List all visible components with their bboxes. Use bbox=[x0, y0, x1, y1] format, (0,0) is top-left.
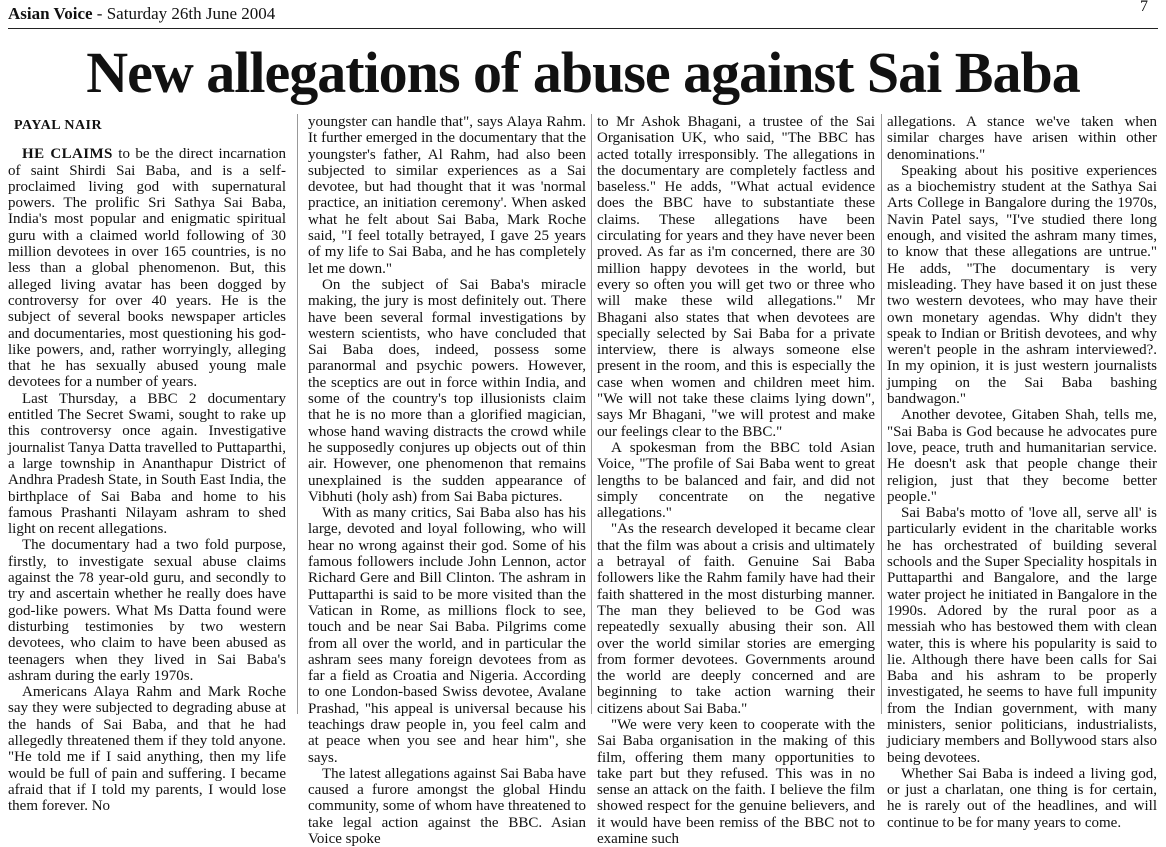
headline: New allegations of abuse against Sai Baba bbox=[86, 40, 1080, 105]
paragraph: The documentary had a two fold purpose, firstly, to investigate sexual abuse claims against the 78 year-old guru, and secondly to try and ascertain whether he really does have god-like powers. What Ms Datta found were disturbing testimonies by two western devotees, who claim to have been abused as teenagers when they lived in Sai Baba's ashram during the early 1970s. bbox=[8, 537, 286, 684]
paragraph: Another devotee, Gitaben Shah, tells me, "Sai Baba is God because he advocates pure love, peace, truth and humanitarian service. He doesn't ask that people change their religion, just that they become better people." bbox=[887, 407, 1157, 505]
paragraph: With as many critics, Sai Baba also has his large, devoted and loyal following, who will hear no wrong against their god. Some of his famous followers include John Lennon, actor Richard Gere and Bill Clinton. The ashram in Puttaparthi is said to be more visited than the Vatican in Rome, as millions flock to see, touch and be near Sai Baba. Pilgrims come from all over the world, and in particular the ashram sees many foreign devotees from as far a field as Croatia and Nigeria. According to one London-based Swiss devotee, Avalane Prashad, "his appeal is universal because his teachings draw people in, you feel calm and at peace when you see and hear him", she says. bbox=[308, 505, 586, 766]
column-divider bbox=[881, 114, 882, 714]
dateline bbox=[8, 4, 275, 24]
masthead bbox=[8, 0, 1158, 30]
masthead-rule bbox=[8, 28, 1158, 29]
corner-mark: 7 bbox=[1140, 0, 1148, 15]
article-column-1 bbox=[8, 114, 286, 815]
paragraph: The latest allegations against Sai Baba have caused a furore amongst the global Hindu community, some of whom have threatened to take legal action against the BBC. Asian Voice spoke bbox=[308, 765, 586, 847]
dateline-separator: - bbox=[92, 4, 107, 23]
article-column-4 bbox=[887, 114, 1157, 831]
column-divider bbox=[591, 114, 592, 714]
column-divider bbox=[297, 114, 298, 714]
publication-date: Saturday 26th June 2004 bbox=[106, 4, 276, 23]
paragraph-continued: youngster can handle that", says Alaya Rahm. It further emerged in the documentary that the youngster's father, Al Rahm, had also been subjected to similar experiences as a Sai devotee, but had thought that it was 'normal practice, an initiation ceremony'. When asked what he felt about Sai Baba, Mark Roche said, "I feel totally betrayed, I gave 25 years of my life to Sai Baba, and he has completely let me down." bbox=[308, 114, 586, 277]
byline: PAYAL NAIR bbox=[14, 118, 103, 133]
publication-name: Asian Voice bbox=[8, 4, 93, 23]
paragraph: "We were very keen to cooperate with the Sai Baba organisation in the making of this film, offering them many opportunities to take part but they refused. This was in no sense an attack on the faith. I believe the film showed respect for the genuine believers, and it would have been remiss of the BBC not to examine such bbox=[597, 716, 875, 847]
paragraph: On the subject of Sai Baba's miracle making, the jury is most definitely out. There have been several formal investigations by western scientists, who have concluded that Sai Baba does, indeed, possess some paranormal and psychic powers. However, the sceptics are out in force within India, and some of the country's top illusionists claim that he is no more than a glorified magician, whose hand waving distracts the crowd while he supposedly conjures up objects out of thin air. However, one phenomenon that remains unexplained is the sudden appearance of Vibhuti (holy ash) from Sai Baba pictures. bbox=[308, 276, 586, 505]
paragraph-continued: allegations. A stance we've taken when similar charges have arisen within other denominations." bbox=[887, 114, 1157, 163]
paragraph: Whether Sai Baba is indeed a living god, or just a charlatan, one thing is for certain, he is rarely out of the headlines, and will continue to be for many years to come. bbox=[887, 765, 1157, 831]
paragraph: Last Thursday, a BBC 2 documentary entitled The Secret Swami, sought to rake up this controversy once again. Investigative journalist Tanya Datta travelled to Puttaparthi, a large township in Ananthapur District of Andhra Pradesh State, in South East India, the birthplace of Sai Baba and home to his famous Prashanti Nilayam ashram to shed light on recent allegations. bbox=[8, 390, 286, 538]
paragraph: "As the research developed it became clear that the film was about a crisis and ultimately a betrayal of faith. Genuine Sai Baba followers like the Rahm family have had their faith shattered in the most disturbing manner. The man they believed to be God was repeatedly sexually abusing their son. All over the world similar stories are emerging from former devotees. Governments around the world are deeply concerned and are beginning to take action warning their citizens about Sai Baba." bbox=[597, 521, 875, 717]
lead-paragraph bbox=[8, 146, 286, 390]
paragraph: A spokesman from the BBC told Asian Voice, "The profile of Sai Baba went to great lengths to be balanced and fair, and did not simply concentrate on the negative allegations." bbox=[597, 439, 875, 522]
paragraph: Americans Alaya Rahm and Mark Roche say they were subjected to degrading abuse at the hands of Sai Baba, and that he had allegedly threatened them if they told anyone. "He told me if I said anything, then my life would be full of pain and suffering. I became afraid that if I told my parents, I would lose them forever. No bbox=[8, 684, 286, 815]
paragraph-continued: to Mr Ashok Bhagani, a trustee of the Sai Organisation UK, who said, "The BBC has acted totally irresponsibly. The allegations in the documentary are completely factless and baseless." He adds, "What actual evidence does the BBC have to substantiate these claims. These allegations have been circulating for years and they have never been proved. As far as i'm concerned, there are 30 million happy devotees in the world, but every so often you will get two or three who will make these wild allegations." Mr Bhagani also states that when devotees are specially selected by Sai Baba for a private interview, there is always someone else present in the room, and this is especially the case when women and children meet him. "We will not take these claims lying down", says Mr Bhagani, "we will protest and make our feelings clear to the BBC." bbox=[597, 114, 875, 440]
article-column-3 bbox=[597, 114, 875, 847]
lead-words: HE CLAIMS bbox=[22, 146, 113, 163]
lead-text: to be the direct incarnation of saint Shirdi Sai Baba, and is a self-proclaimed living god with supernatural powers. The prolific Sri Sathya Sai Baba, India's most popular and enigmatic spiritual guru with a claimed world following of 30 million devotees in over 165 countries, is no less than a global phenomenon. But, this alleged living avatar has been dogged by controversy for over 40 years. He is the subject of several books newspaper articles and documentaries, most questioning his god-like powers, and, rather worryingly, alleging that he has sexually abused young male devotees for a number of years. bbox=[8, 146, 286, 391]
paragraph: Sai Baba's motto of 'love all, serve all' is particularly evident in the charitable works he has orchestrated of building several schools and the Super Speciality hospitals in Puttaparthi and Bangalore, and the large water project he initiated in Bangalore in the 1990s. Adored by the rural poor as a messiah who has bestowed them with clean water, this is where his popularity is said to lie. Although there have been calls for Sai Baba and his ashram to be properly investigated, he seems to have full impunity from the Indian government, with many ministers, senior politicians, industrialists, judiciary members and Bollywood stars also being devotees. bbox=[887, 505, 1157, 766]
paragraph: Speaking about his positive experiences as a biochemistry student at the Sathya Sai Arts College in Bangalore during the 1970s, Navin Patel says, "I've studied there long enough, and visited the ashram many times, to know that these allegations are untrue." He adds, "The documentary is very misleading. They have based it on just these two western devotees, who may have their own monetary agendas. Why didn't they speak to Indian or British devotees, and why weren't people in the ashram interviewed?. In my opinion, it is just western journalists jumping on the Sai Baba bashing bandwagon." bbox=[887, 162, 1157, 408]
article-column-2 bbox=[308, 114, 586, 847]
